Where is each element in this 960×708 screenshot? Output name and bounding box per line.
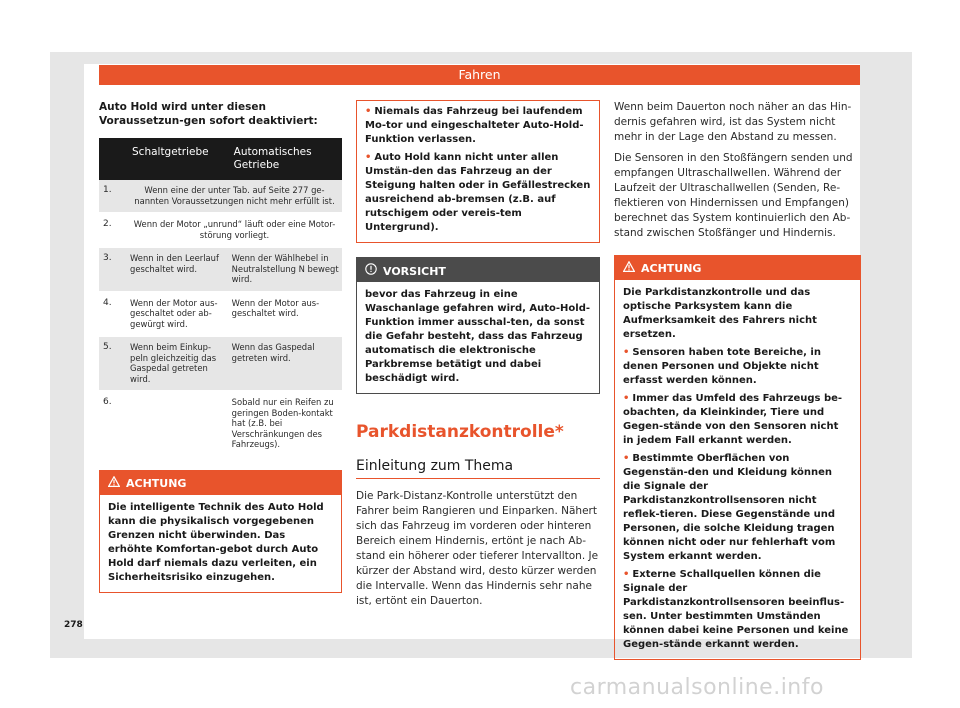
- warning-lead: Die Parkdistanzkontrolle und das optische Parksystem kann die Aufmerksamkeit des Fahrers nicht ersetzen.: [623, 287, 817, 340]
- warning-title: ACHTUNG: [126, 476, 187, 490]
- row-number: 6.: [99, 391, 127, 457]
- row-cell-manual: Wenn in den Leerlauf geschaltet wird.: [127, 247, 229, 292]
- bullet-text: Auto Hold kann nicht unter allen Umstän-den das Fahrzeug an der Steigung halten oder in Gefällestrecken ausreichend ab-bremsen (z.B. auf rutschigem oder vereis-tem Untergrund).: [365, 152, 591, 233]
- row-cell-automatic: Sobald nur ein Reifen zu geringen Boden-kontakt hat (z.B. bei Verschränkungen des Fahrzeugs).: [229, 391, 342, 457]
- list-item: [365, 105, 591, 147]
- row-cell-automatic: Wenn das Gaspedal getreten wird.: [229, 336, 342, 391]
- bullet-text: Niemals das Fahrzeug bei laufendem Mo-tor und eingeschalteter Auto-Hold-Funktion verlassen.: [365, 106, 584, 145]
- caution-body: bevor das Fahrzeug in eine Waschanlage gefahren wird, Auto-Hold-Funktion immer ausschal-ten, da sonst die Gefahr besteht, dass das Fahrzeug automatisch die elektronische Parkbremse betätigt und dabei beschädigt wird.: [365, 289, 591, 384]
- list-item: [623, 452, 852, 564]
- bullet-text: Bestimmte Oberflächen von Gegenstän-den und Kleidung können die Signale der Parkdistanzkontrollsensoren nicht reflek-tieren. Diese Gegenstände und Personen, die solche Kleidung tragen können nicht oder nur fehlerhaft vom System erkannt werden.: [623, 453, 836, 562]
- row-number: 4.: [99, 292, 127, 337]
- deactivation-table: [99, 138, 342, 458]
- table-row: [99, 292, 342, 337]
- section-title: Parkdistanzkontrolle*: [356, 422, 564, 442]
- bullet-text: Externe Schallquellen können die Signale der Parkdistanzkontrollsensoren beeinflus-sen. Unter bestimmten Umständen können dabei keine Personen und keine Gegen-stände erkannt werden.: [623, 569, 849, 650]
- intro-text: Auto Hold wird unter diesen Voraussetzun-gen sofort deaktiviert:: [99, 101, 318, 127]
- bullet-icon: •: [623, 453, 630, 464]
- list-item: [623, 346, 852, 388]
- warning-continued-box: [356, 100, 600, 243]
- row-cell-span: Wenn der Motor „unrund“ läuft oder eine Motor-störung vorliegt.: [127, 213, 342, 247]
- warning-triangle-icon: [623, 261, 635, 276]
- bullet-icon: •: [623, 393, 630, 404]
- warning-header: [615, 256, 860, 280]
- table-row: [99, 391, 342, 457]
- row-number: 5.: [99, 336, 127, 391]
- page-number: 278: [64, 620, 83, 630]
- warning-box: [614, 255, 861, 660]
- warning-continued-body: [357, 101, 599, 242]
- warning-body: Die intelligente Technik des Auto Hold kann die physikalisch vorgegebenen Grenzen nicht überwinden. Das erhöhte Komfortan-gebot durch Auto Hold darf niemals dazu verleiten, ein Sicherheitsrisiko einzugehen.: [108, 501, 324, 583]
- row-cell-automatic: Wenn der Motor aus-geschaltet wird.: [229, 292, 342, 337]
- row-cell-manual: Wenn beim Einkup-peln gleichzeitig das Gaspedal getreten wird.: [127, 336, 229, 391]
- table-header-automatic: Automatisches Getriebe: [229, 138, 342, 180]
- paragraph: Wenn beim Dauerton noch näher an das Hin-dernis gefahren wird, ist das System nicht mehr in der Lage den Abstand zu messen.: [614, 101, 852, 143]
- caution-title: VORSICHT: [383, 265, 446, 278]
- warning-body: [615, 280, 860, 659]
- bullet-icon: •: [365, 152, 372, 163]
- bullet-text: Sensoren haben tote Bereiche, in denen Personen und Objekte nicht erfasst werden können.: [623, 347, 821, 386]
- caution-header: [357, 258, 599, 282]
- row-cell-automatic: Wenn der Wählhebel in Neutralstellung N bewegt wird.: [229, 247, 342, 292]
- row-number: 3.: [99, 247, 127, 292]
- column-right: [614, 100, 861, 660]
- bullet-icon: •: [365, 106, 372, 117]
- table-row: [99, 336, 342, 391]
- list-item: [365, 151, 591, 235]
- column-left: [99, 100, 342, 593]
- chapter-header: Fahren: [99, 65, 860, 85]
- row-cell-span: Wenn eine der unter Tab. auf Seite 277 ge-nannten Voraussetzungen nicht mehr erfüllt ist.: [127, 180, 342, 213]
- warning-title: ACHTUNG: [641, 262, 702, 275]
- warning-box: [99, 470, 342, 593]
- table-row: [99, 247, 342, 292]
- paragraph: Die Sensoren in den Stoßfängern senden und empfangen Ultraschallwellen. Während der Laufzeit der Ultraschallwellen (Senden, Re-flektieren von Hindernissen und Empfangen) berechnet das System kontinuierlich den Ab-stand zwischen Stoßfänger und Hindernis.: [614, 152, 853, 239]
- watermark: carmanualsonline.info: [570, 675, 824, 700]
- bullet-icon: •: [623, 347, 630, 358]
- intro-paragraph: Die Park-Distanz-Kontrolle unterstützt den Fahrer beim Rangieren und Einparken. Nähert sich das Fahrzeug im vorderen oder hinteren Bereich einem Hindernis, ertönt je nach Ab-stand ein höherer oder tieferer Intervallton. Je kürzer der Abstand wird, desto kürzer werden die Intervalle. Wenn das Hindernis sehr nahe ist, ertönt ein Dauerton.: [356, 490, 599, 607]
- info-circle-icon: [365, 263, 377, 279]
- row-cell-manual: [127, 391, 229, 457]
- bullet-icon: •: [623, 569, 630, 580]
- row-number: 1.: [99, 180, 127, 213]
- row-cell-manual: Wenn der Motor aus-geschaltet oder ab-gewürgt wird.: [127, 292, 229, 337]
- subsection-title: Einleitung zum Thema: [356, 458, 600, 479]
- table-row: [99, 213, 342, 247]
- caution-box: [356, 257, 600, 394]
- bullet-text: Immer das Umfeld des Fahrzeugs be-obachten, da Kleinkinder, Tiere und Gegen-stände von den Sensoren nicht in jedem Fall erkannt werden.: [623, 393, 843, 446]
- table-row: [99, 180, 342, 213]
- warning-triangle-icon: [108, 476, 120, 491]
- table-header-num: [99, 138, 127, 180]
- column-middle: [356, 100, 600, 609]
- table-header-manual: Schaltgetriebe: [127, 138, 229, 180]
- list-item: [623, 568, 852, 652]
- warning-header: [100, 471, 341, 495]
- list-item: [623, 392, 852, 448]
- row-number: 2.: [99, 213, 127, 247]
